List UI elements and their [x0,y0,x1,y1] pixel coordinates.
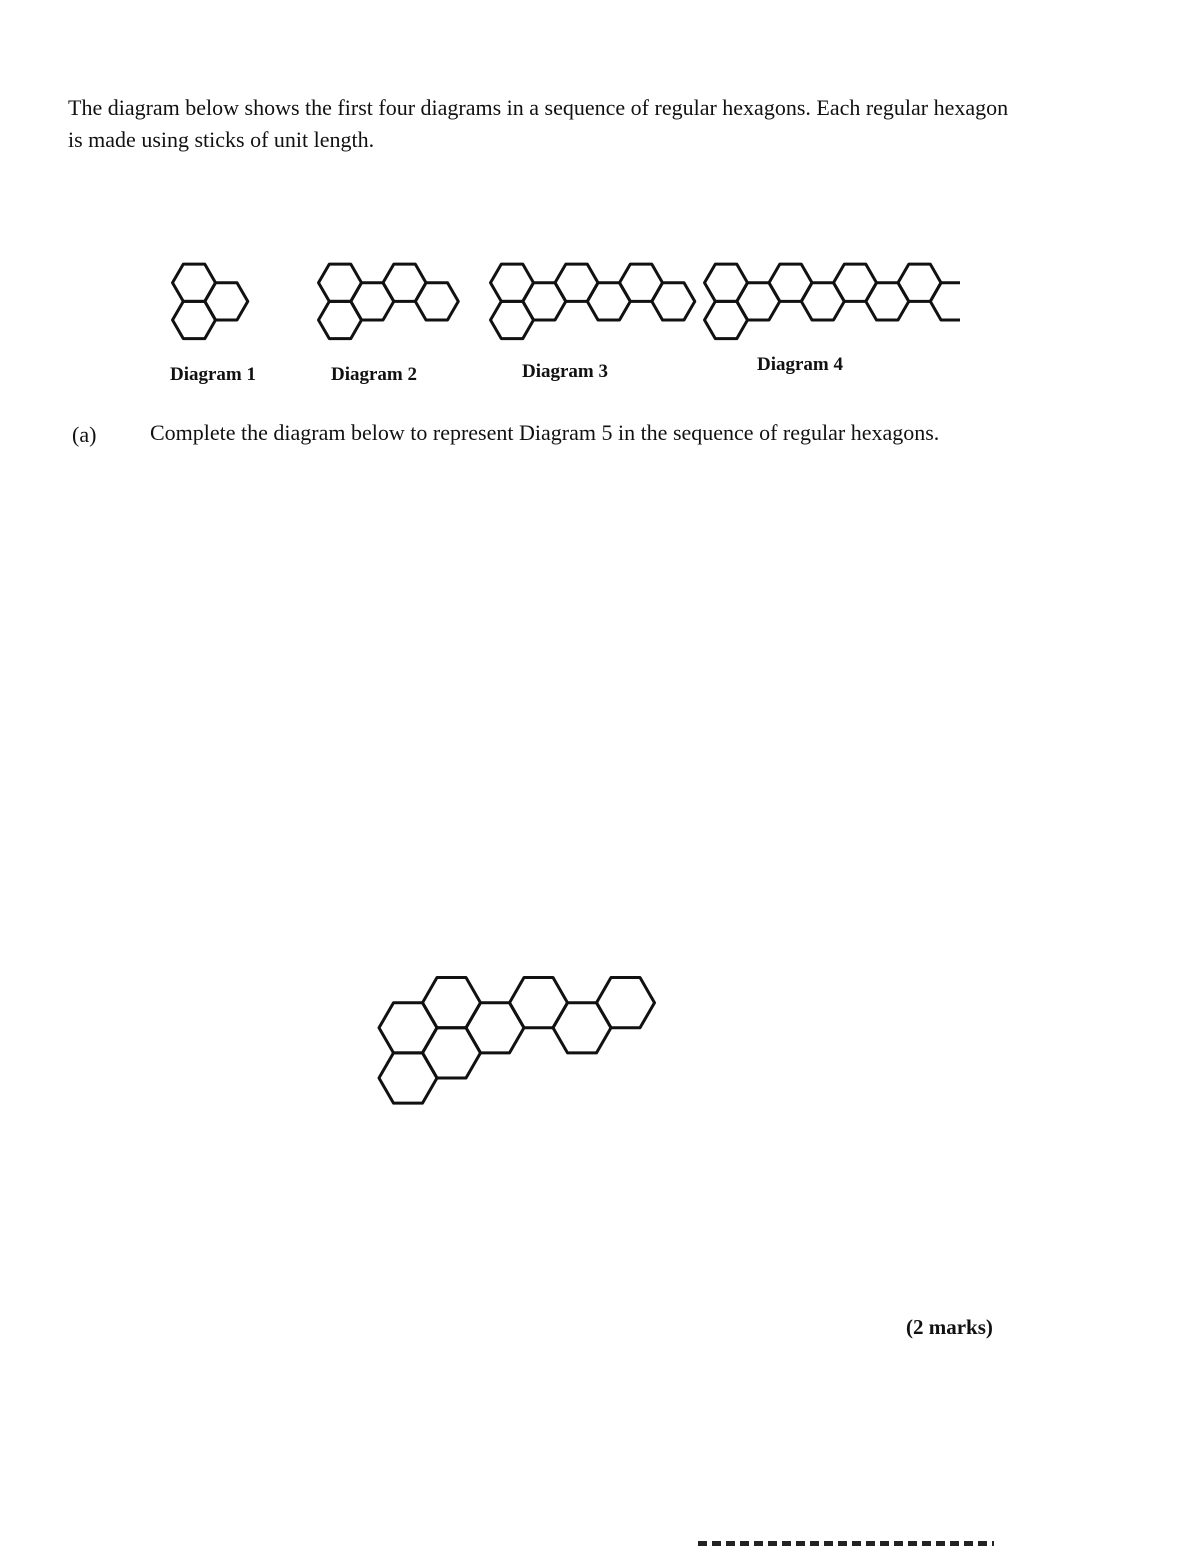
marks-allocation: (2 marks) [906,1315,993,1339]
diagram-2-hexagon-5 [415,283,458,320]
diagram-4 [705,264,961,339]
question-intro: The diagram below shows the first four diagrams in a sequence of regular hexagons. Each regular hexagon is made using sticks of unit length. [68,95,1009,152]
answer-diagram-partial[interactable] [360,925,660,1125]
diagram-label-4: Diagram 4 [757,354,844,375]
diagram-3-hexagon-7 [652,283,695,320]
footer-go-on-text-cut [698,1541,994,1546]
diagram-4-hexagon-9 [930,283,960,320]
diagram-label-2: Diagram 2 [331,364,418,385]
answer-hexagon-5 [423,978,481,1028]
diagram-2 [319,264,459,339]
answer-hexagon-8 [597,978,655,1028]
diagram-1-hexagon-3 [205,283,248,320]
diagram-label-3: Diagram 3 [522,361,609,382]
part-a-question: Complete the diagram below to represent Diagram 5 in the sequence of regular hexagons. [150,420,940,445]
diagram-sequence [0,165,960,365]
diagram-3 [491,264,695,339]
diagram-1 [173,264,248,339]
part-a-number: (a) [72,422,97,447]
diagram-label-1: Diagram 1 [170,364,257,385]
